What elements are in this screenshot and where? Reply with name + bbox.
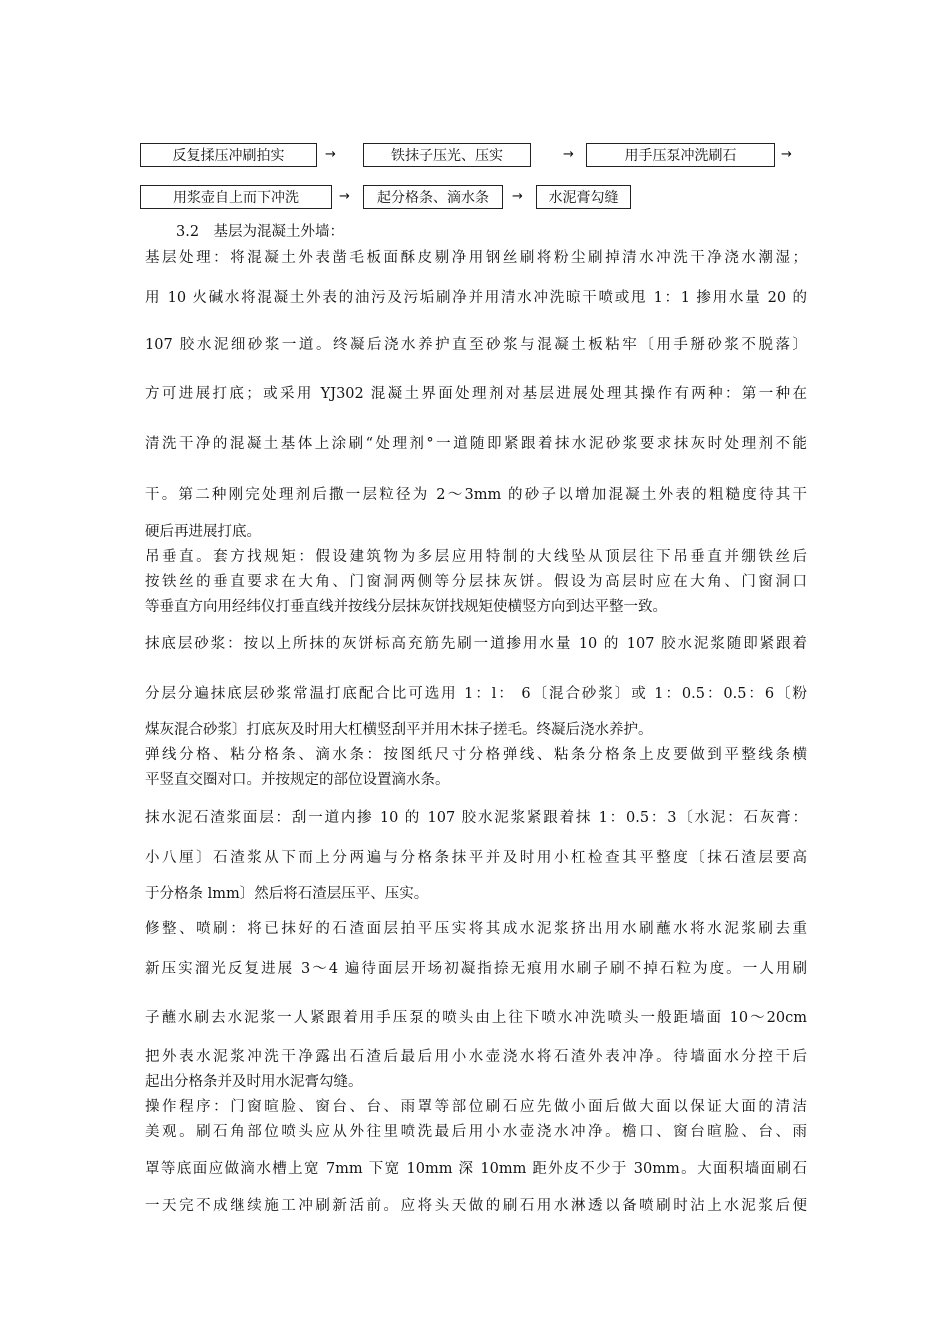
flow-step-box: 用手压泵冲洗刷石 — [586, 143, 775, 167]
body-line: 平竖直交圈对口。并按规定的部位设置滴水条。 — [145, 772, 450, 788]
body-line: 新压实溜光反复进展 3～4 遍待面层开场初凝指捺无痕用水刷子刷不掉石粒为度。一人用刷 — [145, 961, 807, 977]
flow-step-box: 铁抹子压光、压实 — [363, 143, 531, 167]
body-line: 用 10 火碱水将混凝土外表的油污及污垢刷净并用清水冲洗晾干喷或甩 1：1 掺用水量 20 的 — [145, 290, 807, 306]
body-line: 干。第二种刚完处理剂后撒一层粒径为 2～3mm 的砂子以增加混凝土外表的粗糙度待其干 — [145, 487, 807, 503]
body-line: 分层分遍抹底层砂浆常温打底配合比可选用 1：l： 6〔混合砂浆〕或 1：0.5：0.5：6〔粉 — [145, 686, 807, 702]
body-line: 等垂直方向用经纬仪打垂直线并按线分层抹灰饼找规矩使横竖方向到达平整一致。 — [145, 599, 667, 615]
body-line: 抹底层砂浆：按以上所抹的灰饼标高充筋先刷一道掺用水量 10 的 107 胶水泥浆随即紧跟着 — [145, 636, 807, 652]
body-line: 弹线分格、粘分格条、滴水条：按图纸尺寸分格弹线、粘条分格条上皮要做到平整线条横 — [145, 747, 807, 763]
section-heading: 3.2 基层为混凝土外墙： — [176, 224, 345, 240]
body-line: 煤灰混合砂浆〕打底灰及时用大杠横竖刮平并用木抹子搓毛。终凝后浇水养护。 — [145, 722, 653, 738]
body-line: 一天完不成继续施工冲刷新活前。应将头天做的刷石用水淋透以备喷刷时沾上水泥浆后便 — [145, 1198, 807, 1214]
body-line: 硬后再进展打底。 — [145, 524, 261, 540]
flow-step-box: 用浆壶自上而下冲洗 — [140, 185, 332, 209]
body-line: 罩等底面应做滴水槽上宽 7mm 下宽 10mm 深 10mm 距外皮不少于 30mm。大面积墙面刷石 — [145, 1161, 807, 1177]
body-line: 小八厘〕石渣浆从下而上分两遍与分格条抹平并及时用小杠检查其平整度〔抹石渣层要高 — [145, 850, 807, 866]
flow-step-box: 水泥膏勾缝 — [536, 185, 631, 209]
body-line: 把外表水泥浆冲洗干净露出石渣后最后用小水壶浇水将石渣外表冲净。待墙面水分控干后 — [145, 1049, 807, 1065]
flow-step-box: 起分格条、滴水条 — [363, 185, 503, 209]
body-line: 按铁丝的垂直要求在大角、门窗洞两侧等分层抹灰饼。假设为高层时应在大角、门窗洞口 — [145, 574, 807, 590]
body-line: 107 胶水泥细砂浆一道。终凝后浇水养护直至砂浆与混凝土板粘牢〔用手掰砂浆不脱落〕 — [145, 337, 807, 353]
flow-arrow-icon: → — [781, 147, 792, 162]
body-line: 于分格条 lmm〕然后将石渣层压平、压实。 — [145, 886, 429, 902]
flow-arrow-icon: → — [339, 189, 350, 204]
flow-arrow-icon: → — [563, 147, 574, 162]
body-line: 吊垂直。套方找规矩：假设建筑物为多层应用特制的大线坠从顶层往下吊垂直并绷铁丝后 — [145, 549, 807, 565]
body-line: 美观。刷石角部位喷头应从外往里喷洗最后用小水壶浇水冲净。檐口、窗台暄脸、台、雨 — [145, 1124, 807, 1140]
body-line: 子蘸水刷去水泥浆一人紧跟着用手压泵的喷头由上往下喷水冲洗喷头一般距墙面 10～20cm — [145, 1010, 807, 1026]
body-line: 清洗干净的混凝土基体上涂刷“处理剂°一道随即紧跟着抹水泥砂浆要求抹灰时处理剂不能 — [145, 436, 807, 452]
body-line: 基层处理：将混凝土外表凿毛板面酥皮剔净用钢丝刷将粉尘刷掉清水冲洗干净浇水潮湿； — [145, 250, 807, 266]
body-line: 起出分格条并及时用水泥膏勾缝。 — [145, 1074, 363, 1090]
flow-step-box: 反复揉压冲刷拍实 — [140, 143, 317, 167]
flow-arrow-icon: → — [325, 147, 336, 162]
body-line: 修整、喷刷：将已抹好的石渣面层拍平压实将其成水泥浆挤出用水刷蘸水将水泥浆刷去重 — [145, 921, 807, 937]
body-line: 方可进展打底；或采用 YJ302 混凝土界面处理剂对基层进展处理其操作有两种：第一种在 — [145, 386, 807, 402]
body-line: 操作程序：门窗暄脸、窗台、台、雨罩等部位刷石应先做小面后做大面以保证大面的清洁 — [145, 1099, 807, 1115]
flow-arrow-icon: → — [512, 189, 523, 204]
body-line: 抹水泥石渣浆面层：刮一道内掺 10 的 107 胶水泥浆紧跟着抹 1：0.5：3〔水泥：石灰膏： — [145, 810, 807, 826]
